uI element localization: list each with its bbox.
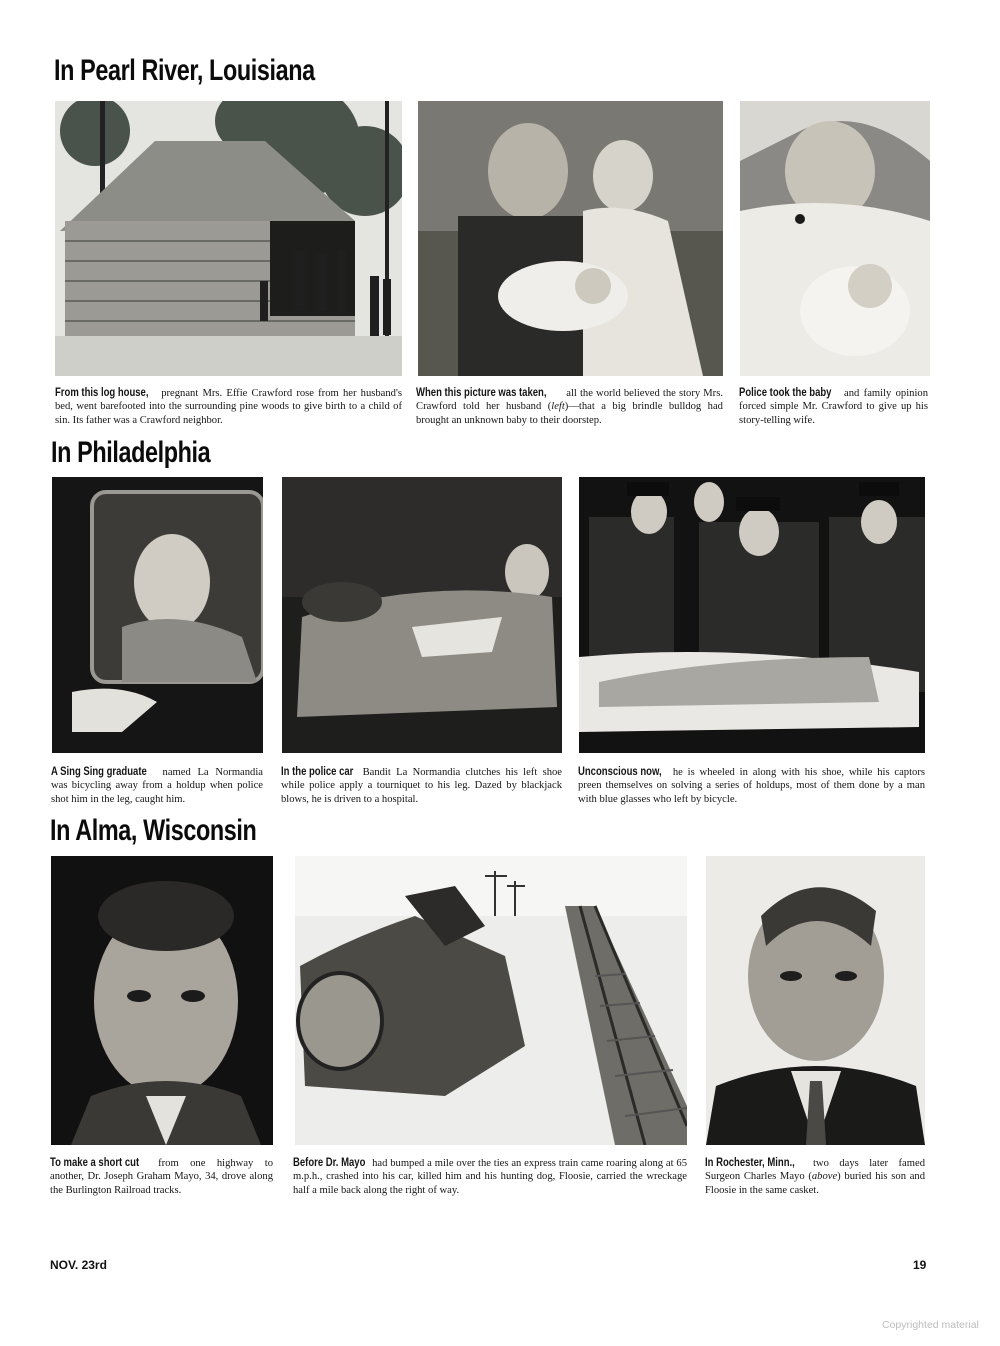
caption-text: from one highway to another, Dr. Joseph Graham Mayo, 34, drove along the Burlington Railroad tracks. — [50, 1158, 273, 1196]
caption-lead: From this log house, — [55, 386, 149, 399]
section-heading-alma: In Alma, Wisconsin — [50, 814, 257, 847]
caption-text: pregnant Mrs. Effie Crawford rose from her husband's bed, went barefooted into the surrounding pine woods to give birth to a child of sin. Its father was a Crawford neighbor. — [55, 388, 402, 426]
caption-text: and family opinion forced simple Mr. Crawford to give up his story-telling wife. — [739, 388, 928, 426]
caption-text: had bumped a mile over the ties an express train came roaring along at 65 m.p.h., crashed into his car, killed him and his hunting dog, Floosie, carried the wreckage half a mile back along the right of way. — [293, 1158, 687, 1196]
caption-text-after: )—that a big brindle bulldog had brought an unknown baby to their doorstep. — [416, 401, 723, 426]
photo-police-and-stretcher — [579, 477, 925, 753]
caption-lead: To make a short cut — [50, 1156, 140, 1169]
section-heading-philadelphia: In Philadelphia — [51, 436, 211, 469]
photo-car-wreck-railroad — [295, 856, 687, 1145]
caption-sing-sing-graduate — [51, 765, 263, 806]
caption-lead: In the police car — [281, 765, 354, 778]
caption-lead: In Rochester, Minn., — [705, 1156, 795, 1169]
caption-lead: Before Dr. Mayo — [293, 1156, 366, 1169]
footer-date: NOV. 23rd — [50, 1258, 107, 1272]
caption-unconscious-now — [578, 765, 925, 806]
caption-italic: above — [811, 1171, 838, 1183]
caption-text: Bandit La Normandia clutches his left shoe while police apply a tourniquet to his leg. Dazed by blackjack blows, he is driven to a hospital. — [281, 767, 562, 805]
caption-italic: left — [551, 401, 565, 413]
caption-crawford-couple — [416, 386, 723, 427]
caption-text: named La Normandia was bicycling away from a holdup when police shot him in the leg, caught him. — [51, 767, 263, 805]
caption-lead: Unconscious now, — [578, 765, 662, 778]
caption-text-before: all the world believed the story Mrs. Crawford told her husband ( — [416, 388, 723, 413]
caption-police-took-baby — [739, 386, 928, 427]
caption-text-after: ) buried his son and Floosie in the same casket. — [705, 1171, 926, 1196]
caption-lead: Police took the baby — [739, 386, 832, 399]
caption-rochester — [705, 1156, 925, 1197]
photo-log-house — [55, 101, 402, 376]
page-number: 19 — [913, 1258, 927, 1272]
section-heading-pearl-river: In Pearl River, Louisiana — [54, 54, 315, 87]
caption-before-dr-mayo — [293, 1156, 687, 1197]
caption-text: he is wheeled in along with his shoe, while his captors preen themselves on solving a series of holdups, most of them done by a man with blue glasses who left by bicycle. — [578, 767, 925, 805]
caption-police-car — [281, 765, 562, 806]
photo-crawford-couple-baby — [418, 101, 723, 376]
photo-police-car-interior — [282, 477, 562, 753]
photo-man-in-car-window — [52, 477, 263, 753]
photo-woman-holding-baby — [740, 101, 930, 376]
caption-short-cut — [50, 1156, 273, 1197]
caption-log-house — [55, 386, 402, 427]
photo-charles-mayo-portrait — [706, 856, 925, 1145]
caption-lead: A Sing Sing graduate — [51, 765, 147, 778]
copyright-notice: Copyrighted material — [882, 1319, 979, 1331]
photo-dr-joseph-mayo-portrait — [51, 856, 273, 1145]
caption-lead: When this picture was taken, — [416, 386, 547, 399]
caption-text-before: two days later famed Surgeon Charles Mayo ( — [705, 1158, 925, 1183]
